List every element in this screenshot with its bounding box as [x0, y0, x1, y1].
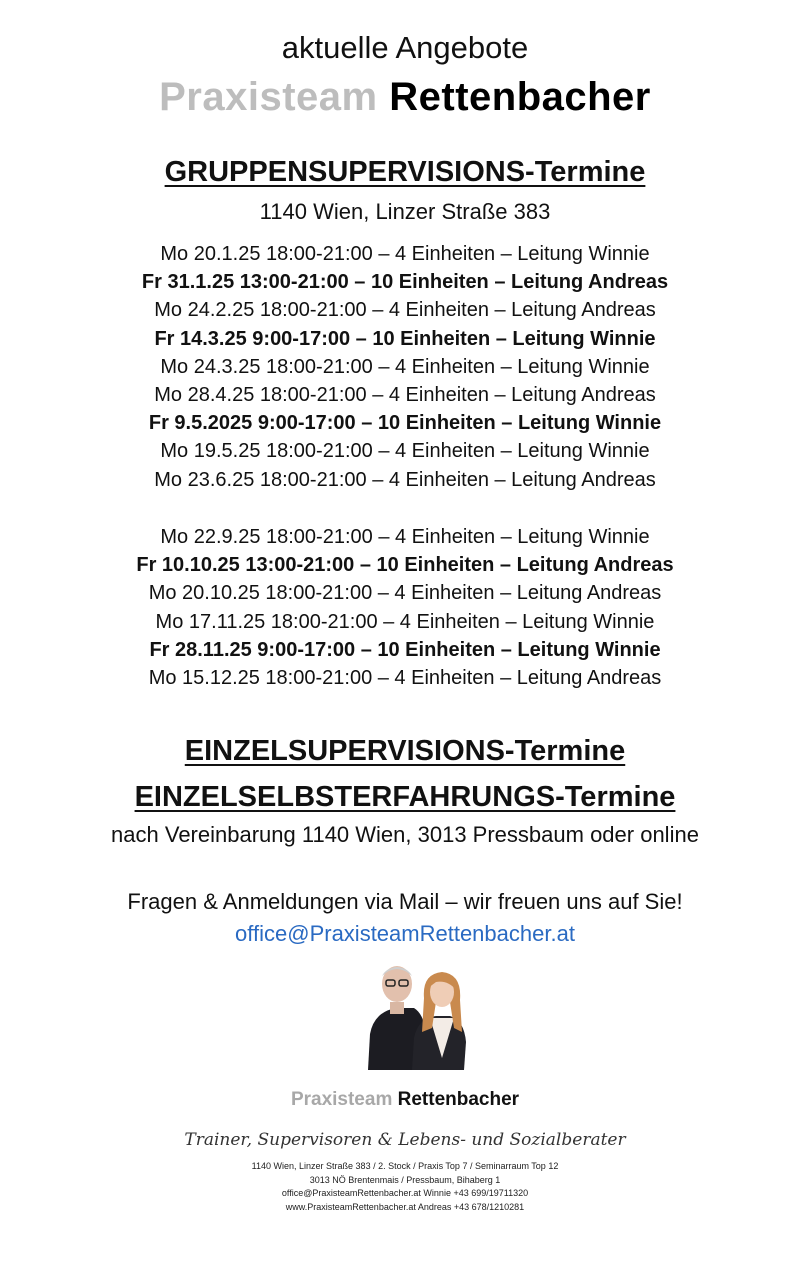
brand-dark-text: Rettenbacher: [389, 75, 651, 119]
appointment-item: Mo 24.3.25 18:00-21:00 – 4 Einheiten – Leitung Winnie: [160, 355, 650, 378]
appointment-item: Mo 19.5.25 18:00-21:00 – 4 Einheiten – Leitung Winnie: [160, 440, 650, 463]
individual-supervision-title: EINZELSUPERVISIONS-Termine: [184, 735, 626, 767]
appointment-list-2: [0, 523, 810, 692]
appointment-item: Mo 20.10.25 18:00-21:00 – 4 Einheiten – Leitung Andreas: [148, 582, 662, 605]
footer-brand-dark: Rettenbacher: [397, 1089, 520, 1110]
appointment-item: Mo 15.12.25 18:00-21:00 – 4 Einheiten – Leitung Andreas: [148, 667, 662, 690]
group-section-title: GRUPPENSUPERVISIONS-Termine: [164, 156, 646, 188]
appointment-item: Mo 28.4.25 18:00-21:00 – 4 Einheiten – Leitung Andreas: [154, 384, 656, 407]
appointment-list-1: [0, 240, 810, 494]
group-address: 1140 Wien, Linzer Straße 383: [259, 199, 551, 224]
footer-brand: [0, 1087, 810, 1113]
footer-line: www.PraxisteamRettenbacher.at Andreas +43 678/1210281: [285, 1201, 525, 1212]
team-photo: [362, 962, 472, 1070]
headline: aktuelle Angebote: [281, 30, 529, 65]
appointment-item: Fr 14.3.25 9:00-17:00 – 10 Einheiten – Leitung Winnie: [154, 327, 656, 350]
footer-address: [0, 1160, 810, 1214]
appointment-item: Fr 28.11.25 9:00-17:00 – 10 Einheiten – Leitung Winnie: [149, 638, 661, 661]
appointment-item: Fr 10.10.25 13:00-21:00 – 10 Einheiten – Leitung Andreas: [136, 554, 674, 577]
appointment-item: Mo 23.6.25 18:00-21:00 – 4 Einheiten – Leitung Andreas: [154, 468, 656, 491]
appointment-item: Mo 22.9.25 18:00-21:00 – 4 Einheiten – Leitung Winnie: [160, 526, 650, 548]
brand-light-text: Praxisteam: [159, 75, 378, 119]
email-link[interactable]: office@PraxisteamRettenbacher.at: [235, 921, 575, 946]
appointment-item: Mo 17.11.25 18:00-21:00 – 4 Einheiten – Leitung Winnie: [155, 610, 655, 633]
brand-logo: [0, 74, 810, 120]
footer-line: 1140 Wien, Linzer Straße 383 / 2. Stock / Praxis Top 7 / Seminarraum Top 12: [251, 1161, 559, 1171]
contact-text: Fragen & Anmeldungen via Mail – wir freuen uns auf Sie!: [127, 889, 683, 914]
individual-selfexperience-title: EINZELSELBSTERFAHRUNGS-Termine: [134, 781, 676, 813]
footer-tagline: Trainer, Supervisoren & Lebens- und Sozialberater: [184, 1130, 626, 1150]
appointment-item: Mo 20.1.25 18:00-21:00 – 4 Einheiten – Leitung Winnie: [160, 243, 650, 265]
individual-subtitle: nach Vereinbarung 1140 Wien, 3013 Pressbaum oder online: [111, 822, 699, 847]
appointment-item: Mo 24.2.25 18:00-21:00 – 4 Einheiten – Leitung Andreas: [154, 299, 656, 322]
footer-line: office@PraxisteamRettenbacher.at Winnie +43 699/19711320: [281, 1188, 529, 1198]
appointment-item: Fr 9.5.2025 9:00-17:00 – 10 Einheiten – Leitung Winnie: [148, 412, 662, 435]
footer-line: 3013 NÖ Brentenmais / Pressbaum, Bihaberg 1: [309, 1174, 501, 1185]
footer-brand-light: Praxisteam: [290, 1089, 393, 1110]
appointment-item: Fr 31.1.25 13:00-21:00 – 10 Einheiten – Leitung Andreas: [141, 271, 669, 294]
